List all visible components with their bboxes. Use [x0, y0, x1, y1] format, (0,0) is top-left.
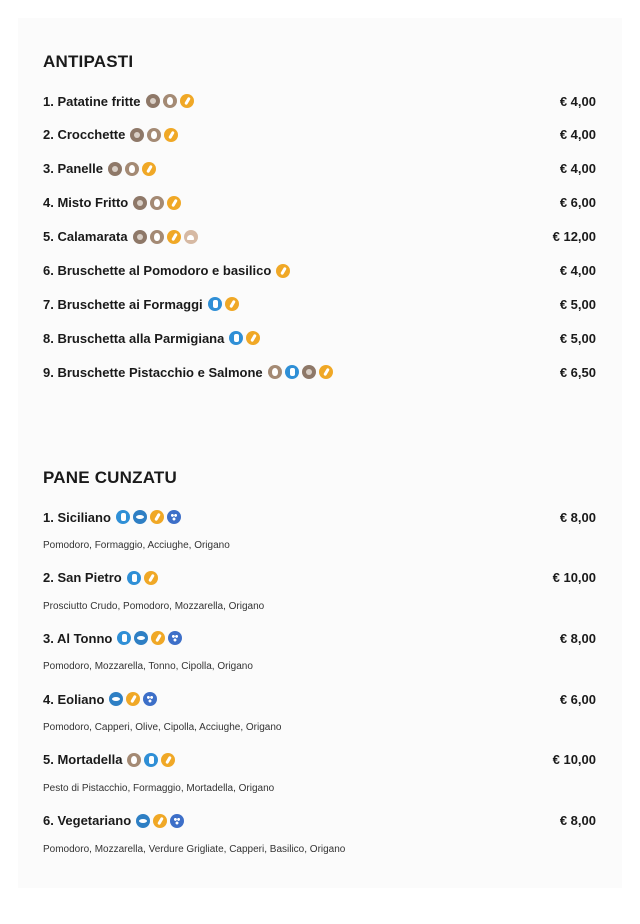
menu-item-name: 5. Calamarata: [43, 229, 128, 245]
allergen-icons: [109, 692, 160, 706]
nuts-allergen-icon: [133, 196, 147, 210]
menu-item-row: [43, 227, 596, 247]
menu-item-row: [43, 689, 596, 709]
menu-item-left: [43, 94, 197, 109]
menu-item-row: [43, 628, 596, 648]
menu-item-price: € 4,00: [559, 263, 596, 278]
menu-item-row: [43, 91, 596, 111]
allergen-icons: [127, 753, 178, 767]
gluten-allergen-icon: [150, 510, 164, 524]
menu-item-description: Pomodoro, Mozzarella, Tonno, Cipolla, Origano: [43, 661, 253, 673]
menu-item-name: 3. Al Tonno: [43, 630, 113, 646]
nuts-allergen-icon: [133, 230, 147, 244]
milk-allergen-icon: [117, 631, 131, 645]
menu-item-name: 4. Eoliano: [43, 691, 105, 707]
menu-item-left: [43, 365, 336, 380]
sesame-allergen-icon: [168, 631, 182, 645]
menu-item-price: € 8,00: [559, 509, 596, 525]
gluten-allergen-icon: [167, 196, 181, 210]
menu-item-description: Pesto di Pistacchio, Formaggio, Mortadella, Origano: [43, 782, 275, 794]
menu-item-row: [43, 328, 596, 348]
menu-item-name: 2. Crocchette: [43, 127, 126, 143]
menu-item-name: 6. Vegetariano: [43, 813, 132, 828]
sesame-allergen-icon: [170, 814, 184, 828]
egg-allergen-icon: [163, 94, 177, 108]
allergen-icons: [117, 631, 185, 645]
allergen-icons: [276, 264, 293, 278]
nuts-allergen-icon: [302, 365, 316, 379]
gluten-allergen-icon: [142, 162, 156, 176]
milk-allergen-icon: [285, 365, 299, 379]
antipasti-title: ANTIPASTI: [43, 52, 134, 71]
milk-allergen-icon: [229, 331, 243, 345]
pane-cunzatu-title: PANE CUNZATU: [43, 468, 177, 487]
menu-item-name: 5. Mortadella: [43, 752, 123, 768]
menu-item-price: € 4,00: [559, 93, 596, 109]
mollusc-allergen-icon: [184, 230, 198, 244]
allergen-icons: [268, 365, 336, 379]
menu-item-left: [43, 510, 184, 525]
menu-item-price: € 4,00: [559, 161, 596, 177]
fish-allergen-icon: [109, 692, 123, 706]
menu-item-row: [43, 750, 596, 770]
menu-item-left: [43, 229, 201, 244]
egg-allergen-icon: [125, 162, 139, 176]
allergen-icons: [146, 94, 197, 108]
egg-allergen-icon: [147, 128, 161, 142]
menu-item-left: [43, 692, 160, 707]
allergen-icons: [116, 510, 184, 524]
menu-item-left: [43, 331, 263, 346]
egg-allergen-icon: [268, 365, 282, 379]
gluten-allergen-icon: [319, 365, 333, 379]
nuts-allergen-icon: [108, 162, 122, 176]
menu-item-name: 4. Misto Fritto: [43, 195, 129, 211]
menu-item-row: [43, 811, 596, 831]
allergen-icons: [136, 814, 187, 828]
allergen-icons: [229, 331, 263, 345]
menu-page: [18, 18, 622, 888]
menu-item-name: 2. San Pietro: [43, 570, 122, 586]
menu-item-description: Prosciutto Crudo, Pomodoro, Mozzarella, Origano: [43, 600, 265, 612]
menu-item-price: € 5,00: [559, 330, 596, 346]
menu-item-left: [43, 752, 178, 767]
menu-item-name: 3. Panelle: [43, 161, 103, 177]
menu-item-price: € 10,00: [552, 570, 596, 586]
menu-item-left: [43, 195, 184, 210]
menu-item-description: Pomodoro, Formaggio, Acciughe, Origano: [43, 540, 230, 551]
gluten-allergen-icon: [180, 94, 194, 108]
menu-item-left: [43, 263, 293, 278]
menu-item-name: 9. Bruschette Pistacchio e Salmone: [43, 364, 263, 380]
menu-item-price: € 12,00: [552, 229, 596, 245]
menu-item-row: [43, 362, 596, 382]
menu-item-row: [43, 125, 596, 145]
menu-item-name: 8. Bruschetta alla Parmigiana: [43, 330, 225, 346]
menu-item-row: [43, 261, 596, 281]
menu-item-price: € 5,00: [559, 296, 596, 312]
gluten-allergen-icon: [126, 692, 140, 706]
menu-item-row: [43, 507, 596, 527]
menu-item-name: 7. Bruschette ai Formaggi: [43, 296, 203, 312]
menu-item-price: € 6,00: [559, 195, 596, 211]
egg-allergen-icon: [150, 230, 164, 244]
milk-allergen-icon: [127, 571, 141, 585]
menu-item-description: Pomodoro, Mozzarella, Verdure Grigliate, Capperi, Basilico, Origano: [43, 843, 346, 855]
allergen-icons: [127, 571, 161, 585]
gluten-allergen-icon: [144, 571, 158, 585]
nuts-allergen-icon: [130, 128, 144, 142]
menu-item-price: € 10,00: [552, 752, 596, 768]
menu-item-left: [43, 813, 187, 828]
menu-item-left: [43, 161, 159, 176]
menu-item-row: [43, 294, 596, 314]
menu-item-row: [43, 159, 596, 179]
menu-item-row: [43, 193, 596, 213]
gluten-allergen-icon: [151, 631, 165, 645]
menu-item-left: [43, 570, 161, 585]
menu-item-price: € 6,00: [559, 691, 596, 707]
menu-item-left: [43, 297, 242, 312]
menu-item-price: € 8,00: [559, 813, 596, 828]
gluten-allergen-icon: [167, 230, 181, 244]
menu-item-left: [43, 127, 181, 142]
milk-allergen-icon: [116, 510, 130, 524]
gluten-allergen-icon: [164, 128, 178, 142]
allergen-icons: [108, 162, 159, 176]
sesame-allergen-icon: [143, 692, 157, 706]
gluten-allergen-icon: [161, 753, 175, 767]
sesame-allergen-icon: [167, 510, 181, 524]
gluten-allergen-icon: [276, 264, 290, 278]
egg-allergen-icon: [127, 753, 141, 767]
menu-item-price: € 8,00: [559, 630, 596, 646]
gluten-allergen-icon: [246, 331, 260, 345]
menu-item-description: Pomodoro, Capperi, Olive, Cipolla, Acciughe, Origano: [43, 722, 282, 734]
egg-allergen-icon: [150, 196, 164, 210]
gluten-allergen-icon: [225, 297, 239, 311]
menu-item-name: 1. Siciliano: [43, 509, 111, 525]
menu-item-price: € 6,50: [559, 364, 596, 380]
menu-item-name: 6. Bruschette al Pomodoro e basilico: [43, 263, 272, 278]
allergen-icons: [208, 297, 242, 311]
allergen-icons: [133, 196, 184, 210]
fish-allergen-icon: [133, 510, 147, 524]
fish-allergen-icon: [136, 814, 150, 828]
menu-item-row: [43, 568, 596, 588]
menu-item-name: 1. Patatine fritte: [43, 93, 141, 109]
milk-allergen-icon: [144, 753, 158, 767]
menu-item-price: € 4,00: [559, 127, 596, 143]
allergen-icons: [133, 230, 201, 244]
fish-allergen-icon: [134, 631, 148, 645]
allergen-icons: [130, 128, 181, 142]
nuts-allergen-icon: [146, 94, 160, 108]
gluten-allergen-icon: [153, 814, 167, 828]
milk-allergen-icon: [208, 297, 222, 311]
menu-item-left: [43, 631, 185, 646]
